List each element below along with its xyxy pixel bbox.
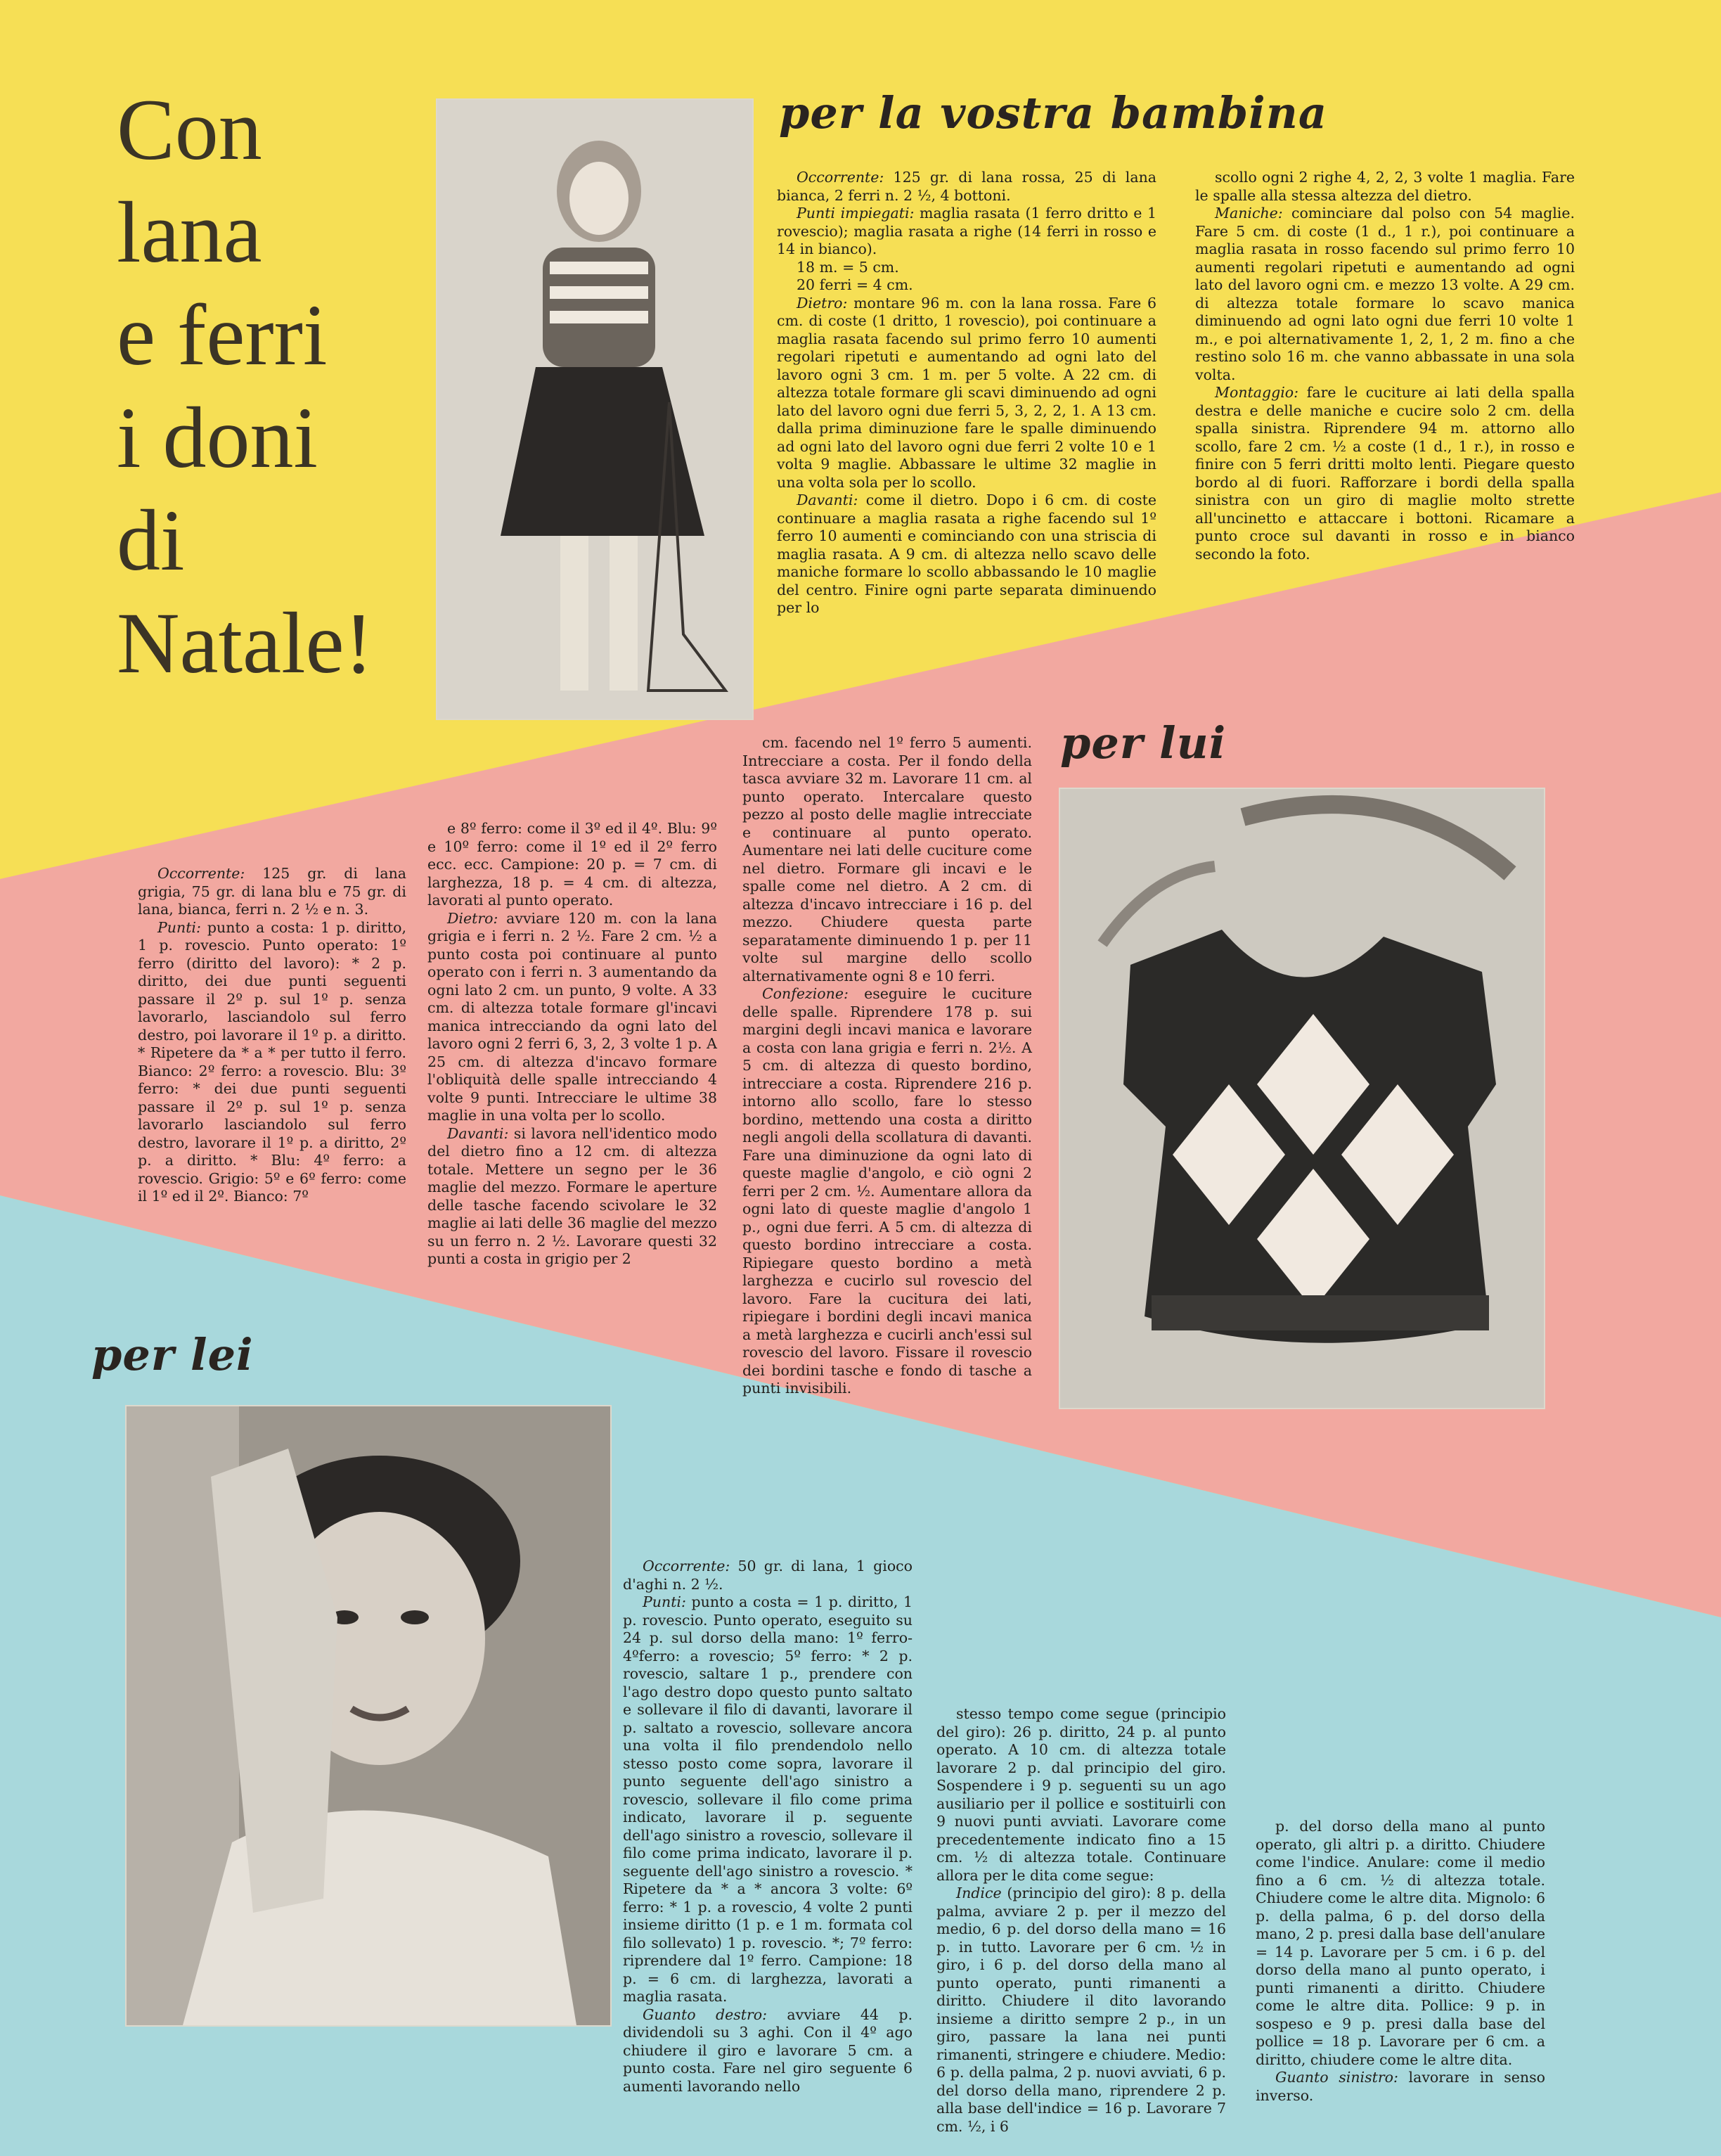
text-body: avviare 44 p. dividendoli su 3 aghi. Con il 4º ago chiudere il giro e lavorare 5 cm. a punto costa. Fare nel giro seguente 6 aumenti lavorando nello bbox=[623, 2006, 913, 2095]
headline-line: i doni bbox=[117, 390, 318, 486]
title-per-lui: per lui bbox=[1060, 717, 1227, 769]
text-paragraph bbox=[742, 734, 1032, 985]
text-body: lavorare in senso inverso. bbox=[1256, 2069, 1545, 2104]
lei-column-2 bbox=[936, 1705, 1226, 2136]
text-paragraph bbox=[777, 492, 1156, 617]
text-paragraph bbox=[623, 1593, 913, 2006]
text-lead: Occorrente: bbox=[643, 1558, 730, 1574]
text-lead: Davanti: bbox=[797, 492, 858, 508]
text-lead: Occorrente: bbox=[797, 169, 884, 186]
text-paragraph bbox=[777, 295, 1156, 492]
lui-column-2 bbox=[427, 820, 717, 1269]
text-body: p. del dorso della mano al punto operato, gli altri p. a diritto. Chiudere come l'indice. Anulare: come il medio fino a 6 cm. ½ di altezza totale. Chiudere come le altre dita. Mignolo: 6 p. della palma, 6 p. del dorso della mano, 2 p. presi dalla base dell'anulare = 14 p. Lavorare per 5 cm. i 6 p. del dorso della mano al punto operato, i punti rimanenti a diritto. Chiudere come le altre dita. Pollice: 9 p. in sospeso e 9 p. presi dalla base del pollice = 18 p. Lavorare per 6 cm. a diritto, chiudere come le altre dita. bbox=[1256, 1818, 1545, 2068]
text-body: fare le cuciture ai lati della spalla destra e delle maniche e cucire solo 2 cm. della spalla sinistra. Riprendere 94 m. attorno allo scollo, fare 2 cm. ½ a coste (1 d., 1 r.), in rosso e finire con 5 ferri dritti molto lenti. Piegare questo bordo al di fuori. Rafforzare i bordi della spalla sinistra con un giro di maglie molto strette all'uncinetto e attaccare i bottoni. Ricamare a punto croce sul davanti in rosso e in bianco secondo la foto. bbox=[1195, 384, 1575, 563]
photo-argyle-vest bbox=[1059, 788, 1545, 1409]
text-paragraph bbox=[1195, 169, 1575, 205]
text-body: avviare 120 m. con la lana grigia e i ferri n. 2 ½. Fare 2 cm. ½ a punto costa poi continuare al punto operato con i ferri n. 3 aumentando da ogni lato 2 cm. un punto, 9 volte. A 33 cm. di altezza totale formare gl'incavi manica intrecciando da ogni lato del lavoro ogni 2 ferri 6, 3, 2, 3 volte 1 p. A 25 cm. di altezza d'incavo formare l'obliquità delle spalle intrecciando 4 volte 9 punti. Intrecciare le ultime 38 maglie in una volta per lo scollo. bbox=[427, 909, 717, 1124]
text-lead: Indice bbox=[956, 1885, 1002, 1901]
text-body: punto a costa = 1 p. diritto, 1 p. rovescio. Punto operato, eseguito su 24 p. sul dorso della mano: 1º ferro-4ºferro: a rovescio; 5º ferro: * 2 p. rovescio, saltare 1 p., prendere con l'ago destro dopo questo punto saltato e sollevare il filo di davanti, lavorare il p. saltato a rovescio, sollevare ancora una volta il filo prendendolo nello stesso posto come sopra, lavorare il punto seguente dell'ago sinistro a rovescio, sollevare il filo come prima indicato, lavorare il p. seguente dell'ago sinistro a rovescio, sollevare il filo come prima indicato, lavorare il p. seguente dell'ago sinistro a rovescio. * Ripetere da * a * ancora 3 volte: 6º ferro: * 1 p. a rovescio, 4 volte 2 punti insieme diritto (1 p. e 1 m. formata col filo sollevato) 1 p. rovescio. *; 7º ferro: riprendere dal 1º ferro. Campione: 18 p. = 6 cm. di larghezza, lavorati a maglia rasata. bbox=[623, 1593, 913, 2005]
text-body: 125 gr. di lana rossa, 25 di lana bianca, 2 ferri n. 2 ½, 4 bottoni. bbox=[777, 169, 1156, 204]
text-lead: Punti: bbox=[643, 1593, 686, 1610]
lei-column-1 bbox=[623, 1558, 913, 2096]
text-lead: Montaggio: bbox=[1215, 384, 1299, 401]
text-body: eseguire le cuciture delle spalle. Riprendere 178 p. sui margini degli incavi manica e lavorare a costa con lana grigia e ferri n. 2½. A 5 cm. di altezza di questo bordino, intrecciare a costa. Riprendere 216 p. intorno allo scollo, fare lo stesso bordino, mettendo una costa a diritto negli angoli della scollatura di davanti. Fare una diminuzione da ogni lato di queste maglie d'angolo, e ciò ogni 2 ferri per 2 cm. ½. Aumentare allora da ogni lato di queste maglie d'angolo 1 p., ogni due ferri. A 5 cm. di altezza di questo bordino intrecciare a costa. Ripiegare questo bordino a metà larghezza e cucirlo sul rovescio del lavoro. Fare la cucitura dei lati, ripiegare i bordini degli incavi manica a metà larghezza e cucirli anch'essi sul rovescio del lavoro. Fissare il rovescio dei bordini tasche e fondo di tasche a punti invisibili. bbox=[742, 985, 1032, 1397]
text-body: stesso tempo come segue (principio del giro): 26 p. diritto, 24 p. al punto operato. A 10 cm. di altezza totale lavorare 2 p. dal principio del giro. Sospendere i 9 p. seguenti su un ago ausiliario per il pollice e sostituirli con 9 nuovi punti avviati. Lavorare come precedentemente indicato fino a 15 cm. ½ di altezza totale. Continuare allora per le dita come segue: bbox=[936, 1705, 1226, 1884]
text-body: punto a costa: 1 p. diritto, 1 p. rovescio. Punto operato: 1º ferro (diritto del lavoro): * 2 p. diritto, dei due punti seguenti passare il 2º p. sul 1º p. senza lavorarlo, lasciandolo sul ferro destro, poi lavorare il 1º p. a diritto. * Ripetere da * a * per tutto il ferro. Bianco: 2º ferro: a rovescio. Blu: 3º ferro: * dei due punti seguenti passare il 2º p. sul 1º p. senza lavorarlo lasciandolo sul ferro destro, lavorare il 1º p. a diritto, 2º p. a diritto. * Blu: 4º ferro: a rovescio. Grigio: 5º e 6º ferro: come il 1º ed il 2º. Bianco: 7º bbox=[138, 918, 406, 1205]
text-lead: Occorrente: bbox=[157, 865, 245, 882]
lui-column-1 bbox=[138, 865, 406, 1206]
text-lead: Guanto destro: bbox=[643, 2006, 768, 2023]
text-paragraph bbox=[427, 820, 717, 910]
text-lead: Punti: bbox=[157, 918, 201, 936]
text-body: 18 m. = 5 cm. bbox=[797, 258, 899, 276]
text-body: cominciare dal polso con 54 maglie. Fare 5 cm. di coste (1 d., 1 r.), poi continuare a maglia rasata in rosso facendo sul primo ferro 10 aumenti regolari ripetuti e aumentando ad ogni lato del lavoro ogni cm. e mezzo 13 volte. A 29 cm. di altezza totale formare lo scavo manica diminuendo ad ogni lato ogni due ferri 10 volte 1 m., e poi alternativamente 1, 2, 1, 2 m. fino a che restino solo 16 m. che vanno abbassate in una sola volta. bbox=[1195, 205, 1575, 383]
headline-line: di bbox=[117, 492, 185, 589]
text-paragraph bbox=[777, 259, 1156, 277]
text-body: (principio del giro): 8 p. della palma, avviare 2 p. per il mezzo del medio, 6 p. del dorso della mano = 16 p. in tutto. Lavorare per 6 cm. ½ in giro, i 6 p. del dorso della mano al punto operato, punti rimanenti a diritto. Chiudere il dito lavorando insieme a diritto sempre 2 p., in un giro, passare la lana nei punti rimanenti, stringere e chiudere. Medio: 6 p. della palma, 2 p. nuovi avviati, 6 p. del dorso della mano, riprendere 2 p. alla base dell'indice = 16 p. Lavorare 7 cm. ½, i 6 bbox=[936, 1885, 1226, 2135]
headline-line: Natale! bbox=[117, 595, 373, 691]
text-paragraph bbox=[623, 2006, 913, 2096]
text-paragraph bbox=[427, 910, 717, 1125]
text-paragraph bbox=[742, 985, 1032, 1398]
text-lead: Maniche: bbox=[1215, 205, 1283, 222]
bambina-column-2 bbox=[1195, 169, 1575, 563]
headline-line: lana bbox=[117, 184, 262, 281]
text-paragraph bbox=[138, 865, 406, 919]
text-paragraph bbox=[138, 919, 406, 1206]
text-body: scollo ogni 2 righe 4, 2, 2, 3 volte 1 maglia. Fare le spalle alla stessa altezza del dietro. bbox=[1195, 169, 1575, 204]
headline-line: Con bbox=[117, 82, 262, 178]
text-paragraph bbox=[427, 1125, 717, 1269]
text-body: come il dietro. Dopo i 6 cm. di coste continuare a maglia rasata a righe facendo sul 1º ferro 10 aumenti e cominciando con una striscia di maglia rasata. A 9 cm. di altezza nello scavo delle maniche formare lo scollo abbassando le 10 maglie del centro. Finire ogni parte separata diminuendo per lo bbox=[777, 492, 1156, 616]
text-paragraph bbox=[777, 205, 1156, 259]
text-body: e 8º ferro: come il 3º ed il 4º. Blu: 9º e 10º ferro: come il 1º ed il 2º ferro ecc. ecc. Campione: 20 p. = 7 cm. di larghezza, 18 p. = 4 cm. di altezza, lavorati al punto operato. bbox=[427, 820, 717, 909]
text-lead: Guanto sinistro: bbox=[1275, 2069, 1398, 2086]
text-body: maglia rasata (1 ferro dritto e 1 rovescio); maglia rasata a righe (14 ferri in rosso e 14 in bianco). bbox=[777, 205, 1156, 257]
main-headline bbox=[117, 79, 412, 695]
text-paragraph bbox=[623, 1558, 913, 1593]
text-paragraph bbox=[936, 1705, 1226, 1885]
text-body: 20 ferri = 4 cm. bbox=[797, 276, 913, 293]
text-body: 125 gr. di lana grigia, 75 gr. di lana blu e 75 gr. di lana, bianca, ferri n. 2 ½ e n. 3. bbox=[138, 865, 406, 918]
text-paragraph bbox=[1195, 205, 1575, 384]
headline-line: e ferri bbox=[117, 287, 328, 383]
text-lead: Davanti: bbox=[447, 1124, 509, 1142]
text-body: montare 96 m. con la lana rossa. Fare 6 cm. di coste (1 dritto, 1 rovescio), poi continuare a maglia rasata facendo sul primo ferro 10 aumenti regolari ripetuti e aumentando ad ogni lato del lavoro ogni 3 cm. 1 m. per 5 volte. A 22 cm. di altezza totale formare gli scavi diminuendo ad ogni lato del lavoro ogni due ferri 5, 3, 2, 2, 1. A 13 cm. dalla prima diminuzione fare le spalle diminuendo ad ogni lato del lavoro ogni due ferri 2 volte 10 e 1 volta 9 maglie. Abbassare le ultime 32 maglie in una volta sola per lo scollo. bbox=[777, 294, 1156, 491]
text-paragraph bbox=[777, 169, 1156, 205]
text-lead: Confezione: bbox=[762, 985, 849, 1002]
title-per-la-vostra-bambina: per la vostra bambina bbox=[779, 87, 1327, 139]
text-paragraph bbox=[936, 1885, 1226, 2136]
text-paragraph bbox=[1256, 2069, 1545, 2105]
text-paragraph bbox=[777, 276, 1156, 295]
text-lead: Punti impiegati: bbox=[797, 205, 915, 222]
text-lead: Dietro: bbox=[797, 294, 848, 312]
bambina-column-1 bbox=[777, 169, 1156, 617]
lei-column-3 bbox=[1256, 1818, 1545, 2105]
text-body: cm. facendo nel 1º ferro 5 aumenti. Intrecciare a costa. Per il fondo della tasca avviare 32 m. Lavorare 11 cm. al punto operato. Intercalare questo pezzo al posto delle maglie intrecciate e continuare al punto operato. Aumentare nei lati delle cuciture come nel dietro. Formare gli incavi e le spalle come nel dietro. A 2 cm. di altezza d'incavo intrecciare i 16 p. del mezzo. Chiudere questa parte separatamente diminuendo 1 p. per 11 volte sul margine dello scollo alternativamente ogni 8 e 10 ferri. bbox=[742, 734, 1032, 984]
text-body: si lavora nell'identico modo del dietro fino a 12 cm. di altezza totale. Mettere un segno per le 36 maglie del mezzo. Formare le aperture delle tasche facendo scivolare le 32 maglie ai lati delle 36 maglie del mezzo su un ferro n. 2 ½. Lavorare questi 32 punti a costa in grigio per 2 bbox=[427, 1124, 717, 1267]
photo-woman-gloves bbox=[125, 1405, 612, 2027]
title-per-lei: per lei bbox=[91, 1329, 254, 1380]
lui-column-3 bbox=[742, 734, 1032, 1398]
text-body: 50 gr. di lana, 1 gioco d'aghi n. 2 ½. bbox=[623, 1558, 913, 1593]
text-paragraph bbox=[1256, 1818, 1545, 2069]
text-paragraph bbox=[1195, 384, 1575, 563]
text-lead: Dietro: bbox=[447, 909, 498, 927]
photo-girl-sweater bbox=[436, 98, 754, 720]
